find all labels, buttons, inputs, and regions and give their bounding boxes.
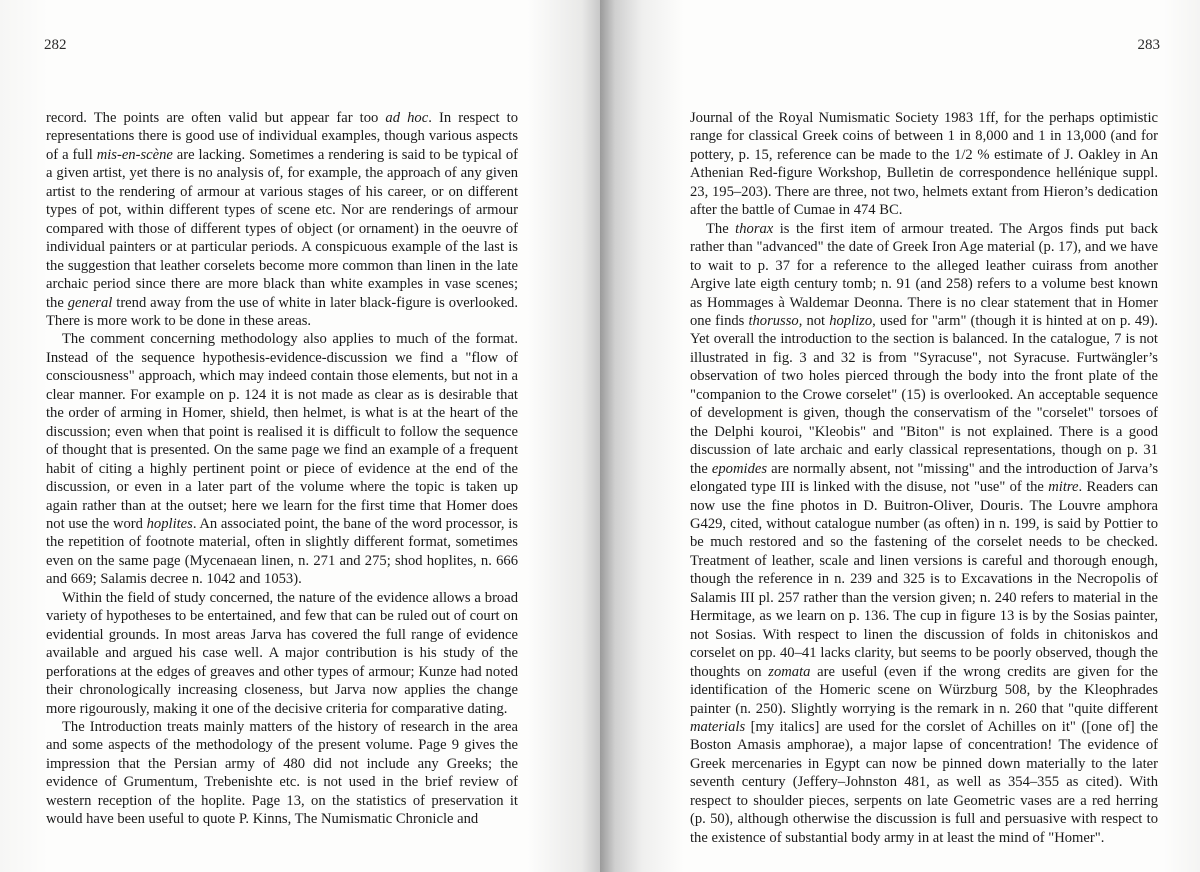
text-run: , used for "arm" (though it is hinted at on p. 49). Yet overall the introduction to the section is balanced. In the catalogue, 7 is not illustrated in fig. 3 and 32 is from "Syracuse", not Syracuse. Furtwängler’s observation of two holes pierced through the body into the front plate of the "companion to the Crowe corselet" (15) is overlooked. An acceptable sequence of development is given, though the conservatism of the "corselet" torsoes of the Delphi kouroi, "Kleobis" and "Biton" is not explained. There is a good discussion of late archaic and early classical representations, though on p. 31 the: [690, 312, 1159, 477]
text-run: . An associated point, the bane of the word processor, is the repetition of footnote material, often in slightly different format, sometimes even on the same page (Mycenaean linen, n. 271 and 275; shod hoplites, n. 666 and 669; Salamis decree n. 1042 and 1053).: [46, 515, 518, 588]
text-run: [my italics] are used for the corslet of Achilles on it" ([one of] the Boston Amasis amphorae), a major lapse of concentration! The evidence of Greek mercenaries in Egypt can now be pinned down materially to the later seventh century (Jeffery–Johnston 481, as well as 354–355 as cited). With respect to shoulder pieces, serpents on late Geometric vases are a red herring (p. 50), although otherwise the discussion is full and persuasive with respect to the existence of substantial body army in at least the mind of "Homer".: [690, 718, 1158, 846]
text-run: are lacking. Sometimes a rendering is said to be typical of a given artist, yet there is no analysis of, for example, the approach of any given artist to the rendering of armour at various stages of his career, or on different types of pot, within different types of scene etc. Nor are renderings of armour compared with those of different types of object (or ornament) in the oeuvre of individual painters or at particular periods. A conspicuous example of the last is the suggestion that leather corselets become more common than linen in the late archaic period since there are more black than white examples in vase scenes; the: [46, 146, 518, 311]
paragraph: [46, 109, 518, 330]
paragraph: [46, 718, 518, 829]
italic-text: zomata: [768, 663, 811, 680]
paragraph: [690, 109, 1158, 220]
left-page-number: 282: [44, 37, 67, 53]
right-page-number: 283: [1137, 37, 1160, 53]
italic-text: thorax: [735, 220, 774, 237]
italic-text: ad hoc: [385, 110, 429, 126]
italic-text: epomides: [711, 460, 768, 477]
left-page-body: [46, 109, 518, 829]
text-run: The: [706, 220, 736, 237]
text-run: . Readers can now use the fine photos in D. Buitron-Oliver, Douris. The Louvre amphora G429, cited, without catalogue number (as often) in n. 199, is said by Pottier to be much restored and so the fastening of the corselet needs to be checked. Treatment of leather, scale and linen versions is careful and thorough enough, though the reference in n. 239 and 325 is to Excavations in the Necropolis of Salamis III pl. 257 rather than the version given; n. 240 refers to material in the Hermitage, as we learn on p. 136. The cup in figure 13 is by the Sosias painter, not Sosias. With respect to linen the discussion of folds in chitoniskos and corselet on pp. 40–41 lacks clarity, but seems to be poorly observed, though the thoughts on: [690, 479, 1158, 680]
text-run: are useful (even if the wrong credits are given for the identification of the Homeric scene on Würzburg 508, by the Kleophrades painter (n. 250). Slightly worrying is the remark in n. 260 that "quite different: [690, 663, 1158, 717]
text-run: are normally absent, not "missing" and the introduction of Jarva’s elongated type III is linked with the disuse, not "use" of the: [690, 460, 1159, 496]
text-run: . In respect to representations there is good use of individual examples, though various aspects of a full: [46, 110, 518, 163]
italic-text: mitre: [1048, 479, 1079, 496]
text-run: Journal of the Royal Numismatic Society 1983 1ff, for the perhaps optimistic range for classical Greek coins of between 1 in 8,000 and 1 in 13,000 (and for pottery, p. 15, reference can be made to the 1/2 % estimate of J. Oakley in An Athenian Red-figure Workshop, Bulletin de correspondence hellénique suppl. 23, 195–203). There are three, not two, helmets extant from Hieron’s dedication after the battle of Cumae in 474 BC.: [690, 110, 1158, 219]
paragraph: [46, 589, 518, 718]
italic-text: general: [67, 294, 113, 311]
text-run: The comment concerning methodology also applies to much of the format. Instead of the sequence hypothesis-evidence-discussion we find a "flow of consciousness" approach, which may indeed contain those elements, but not in a clear manner. For example on p. 124 it is not made as clear as is desirable that the order of arming in Homer, shield, then helmet, is what is at the heart of the discussion; even when that point is realised it is difficult to follow the sequence of thought that is presented. On the same page we find an example of a frequent habit of citing a highly pertinent point or piece of evidence at the end of the discussion, or even in a later part of the volume where the topic is taken up again rather than at the outset; here we learn for the first time that Homer does not use the word: [46, 331, 518, 532]
text-run: trend away from the use of white in later black-figure is overlooked. There is more work to be done in these areas.: [46, 294, 518, 329]
italic-text: thorusso: [748, 312, 799, 329]
italic-text: materials: [690, 718, 746, 735]
italic-text: mis-en-scène: [96, 146, 173, 163]
text-run: is the first item of armour treated. The Argos finds put back rather than "advanced" the date of Greek Iron Age material (p. 17), and we have to wait to p. 37 for a reference to the alleged leather cuirass from another Argive late eigth century tomb; n. 91 (and 258) refers to a volume best known as Hommages à Waldemar Deonna. There is no clear statement that in Homer one finds: [690, 220, 1158, 329]
text-run: Within the field of study concerned, the nature of the evidence allows a broad variety of hypotheses to be entertained, and few that can be ruled out of court on evidential grounds. In most areas Jarva has covered the full range of evidence available and argued his case well. A major contribution is his study of the perforations at the edges of greaves and other types of armour; Kunze had noted their chronologically increasing closeness, but Jarva now applies the change more rigourously, making it one of the decisive criteria for comparative dating.: [46, 589, 518, 717]
text-run: The Introduction treats mainly matters of the history of research in the area and some aspects of the methodology of the present volume. Page 9 gives the impression that the Persian army of 480 did not include any Greeks; the evidence of Grumentum, Trebenishte etc. is not used in the brief review of western reception of the hoplite. Page 13, on the statistics of preservation it would have been useful to quote P. Kinns, The Numismatic Chronicle and: [46, 718, 518, 828]
italic-text: hoplites: [146, 515, 193, 532]
paragraph: [46, 330, 518, 588]
right-page-body: [690, 109, 1158, 847]
right-page: [600, 0, 1200, 872]
text-run: record. The points are often valid but appear far too: [46, 110, 386, 126]
text-run: , not: [798, 312, 830, 329]
paragraph: [690, 220, 1158, 847]
italic-text: hoplizo: [829, 312, 873, 329]
